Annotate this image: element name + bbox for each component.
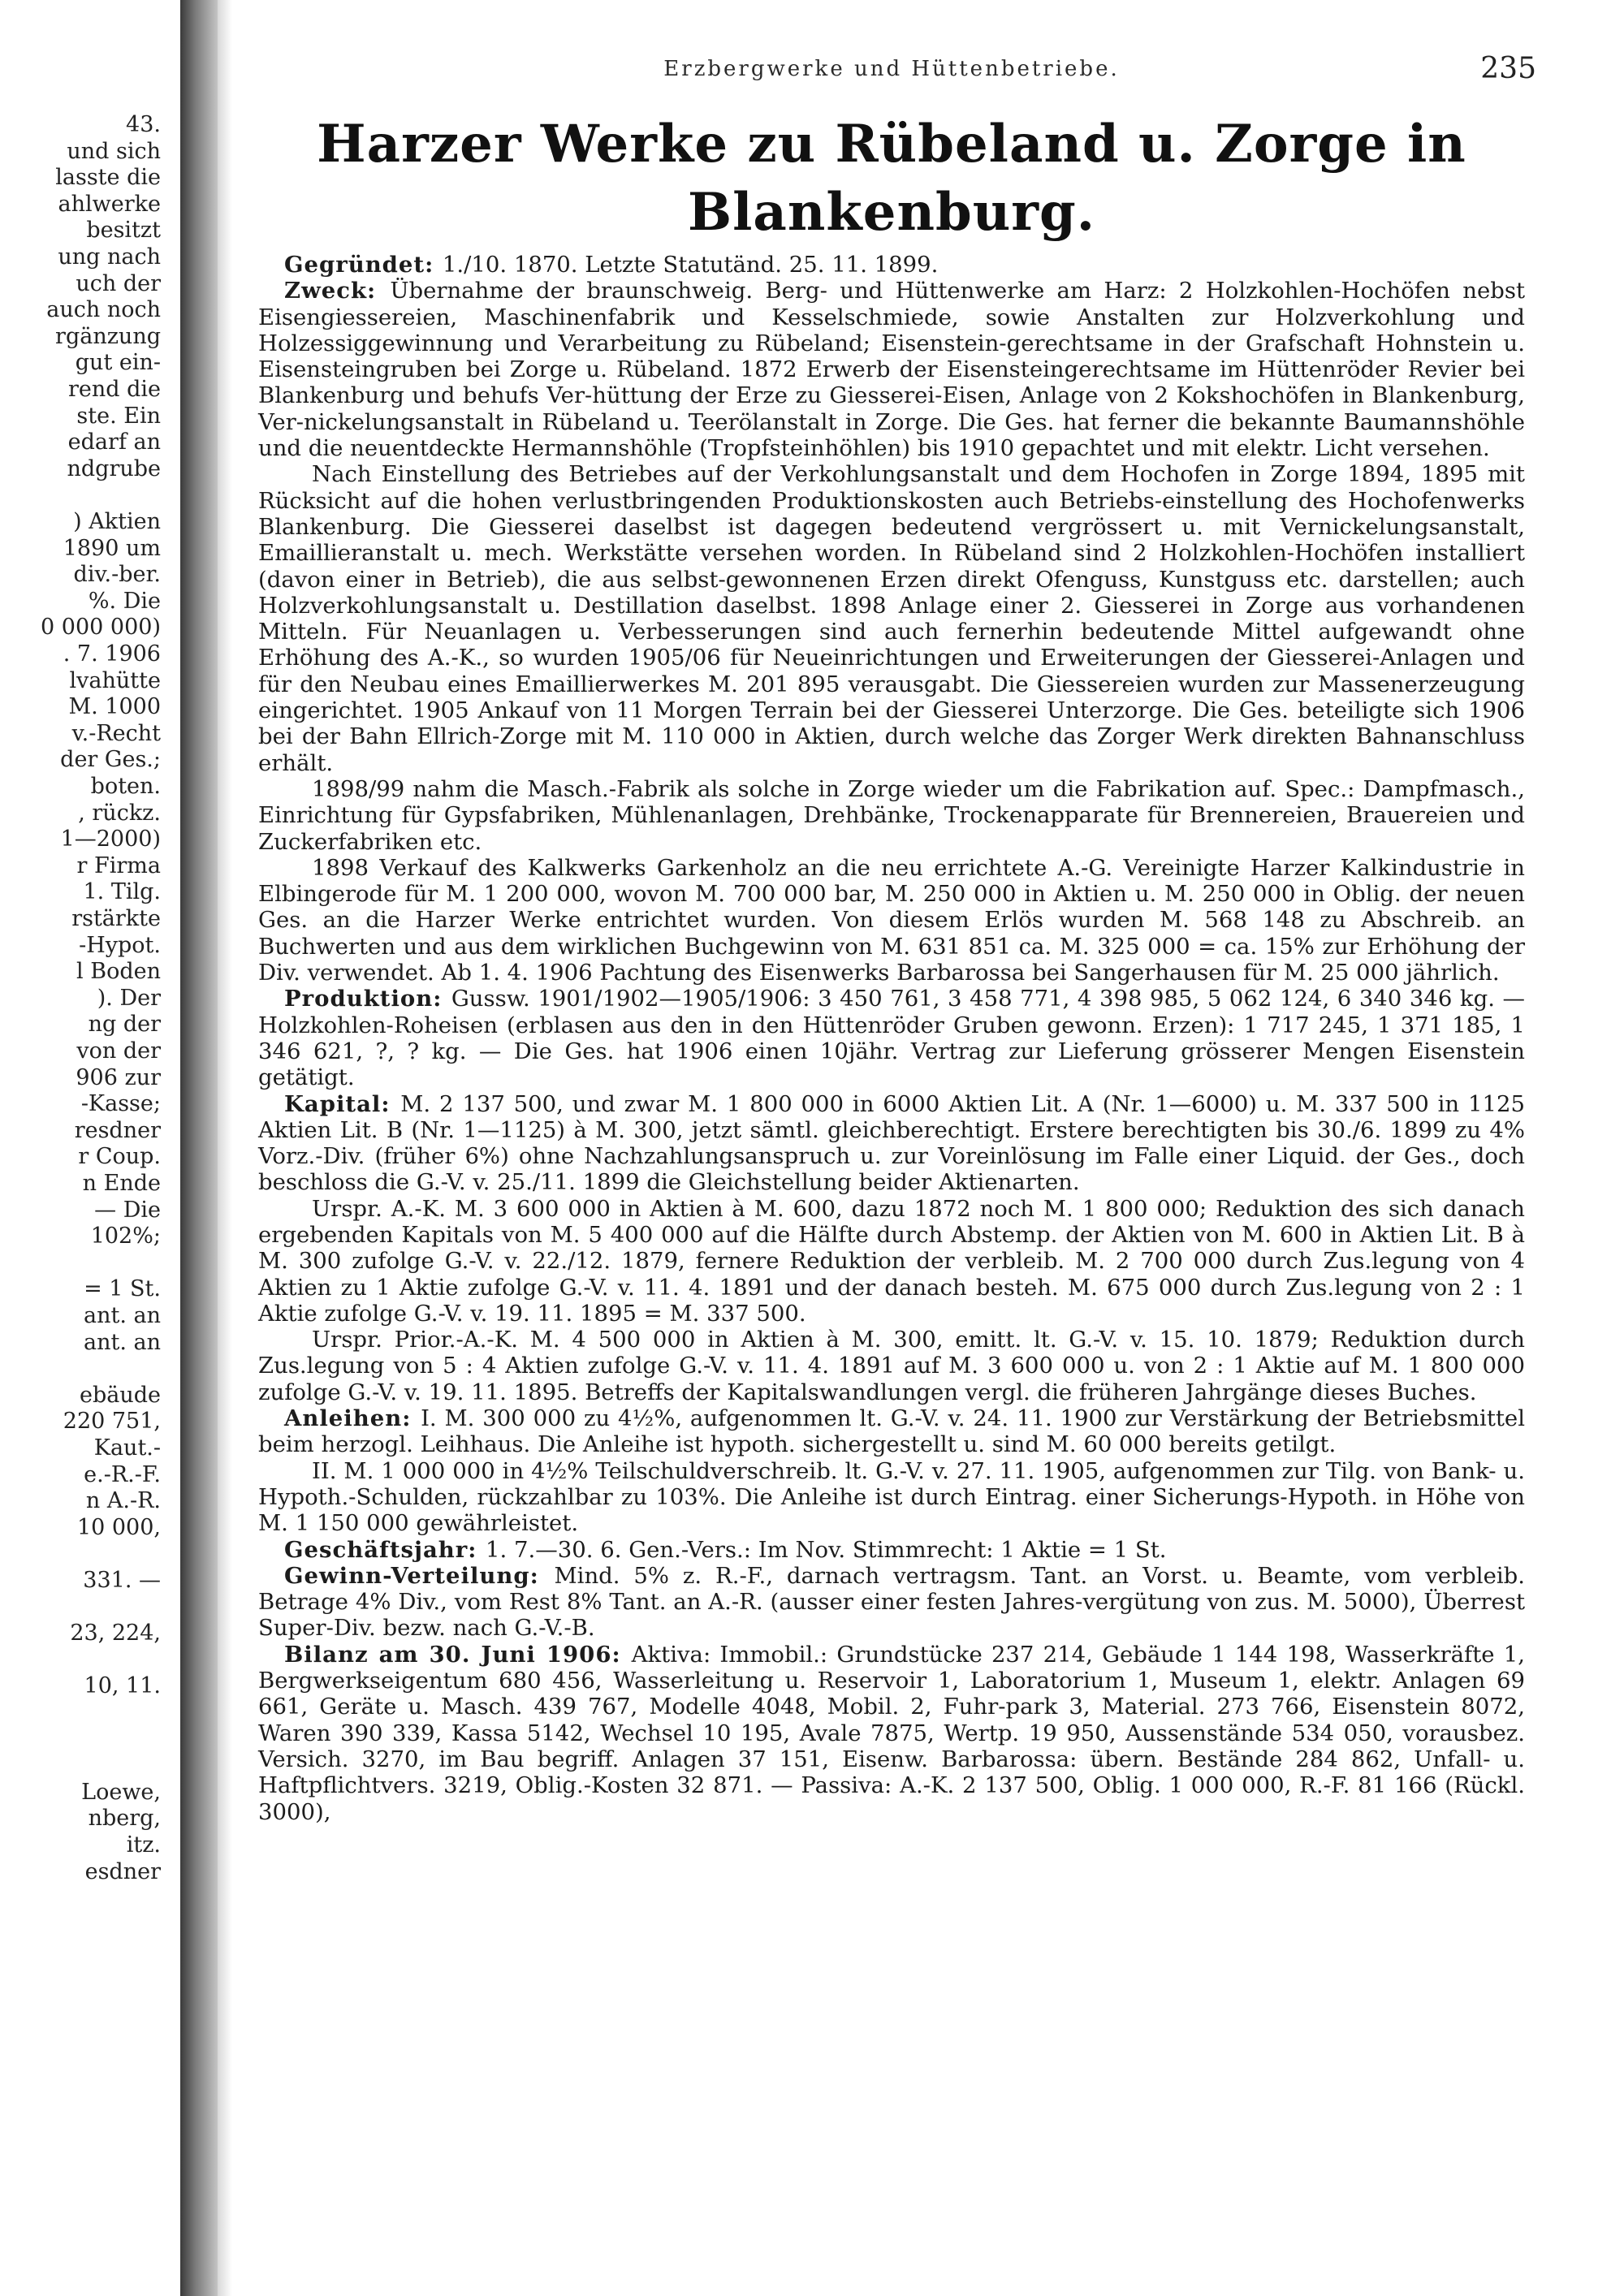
adjacent-page-line: ) Aktien — [73, 509, 161, 534]
section-text: 1./10. 1870. Letzte Statutänd. 25. 11. 1899. — [442, 252, 939, 278]
section-label: Bilanz am 30. Juni 1906: — [284, 1641, 632, 1668]
adjacent-page-line: . 7. 1906 — [63, 641, 161, 667]
adjacent-page-line: ). Der — [97, 985, 161, 1011]
adjacent-page-line: -Hypot. — [79, 932, 161, 958]
entry-paragraph — [258, 1537, 1525, 1563]
adjacent-page-line: ng der — [88, 1012, 161, 1038]
section-text: 1898/99 nahm die Masch.-Fabrik als solche in Zorge wieder um die Fabrikation auf. Spec.: Dampfmasch., Einrichtung für Gypsfabriken, Mühlenanlagen, Drehbänke, Trockenapparate für Brennereien, Brauereien und Zuckerfabriken etc. — [258, 775, 1525, 855]
adjacent-page-line: 0 000 000) — [41, 615, 161, 641]
adjacent-page-line: ste. Ein — [76, 403, 161, 429]
entry-paragraph — [258, 1327, 1525, 1405]
adjacent-page-line: besitzt — [86, 218, 161, 244]
section-text: M. 2 137 500, und zwar M. 1 800 000 in 6000 Aktien Lit. A (Nr. 1—6000) u. M. 337 500 in 1125 Aktien Lit. B (Nr. 1—1125) à M. 300, jetzt sämtl. gleichberechtigt. Erstere berechtigten bis 30./6. 1899 zu 4% Vorz.-Div. (früher 6%) ohne Nachzahlungsanspruch u. zur Voreinlösung im Falle einer Liquid. der Ges., doch beschloss die G.-V. v. 25./11. 1899 die Gleichstellung beider Aktienarten. — [258, 1090, 1525, 1196]
adjacent-page-line: 43. — [126, 112, 161, 137]
adjacent-page-line: M. 1000 — [68, 694, 161, 720]
page-number: 235 — [1480, 52, 1536, 85]
adjacent-page-line: r Coup. — [78, 1144, 161, 1170]
company-headline: Harzer Werke zu Rübeland u. Zorge in Blankenburg. — [317, 114, 1466, 243]
adjacent-page-line: v.-Recht — [71, 720, 161, 746]
adjacent-page-line: ahlwerke — [58, 191, 161, 217]
adjacent-page-line: 1—2000) — [60, 826, 161, 852]
adjacent-page-line: Loewe, — [81, 1779, 161, 1805]
adjacent-page-line: ant. an — [84, 1303, 161, 1328]
adjacent-page-line: , rückz. — [78, 800, 161, 826]
adjacent-page-line: auch noch — [46, 297, 161, 323]
document-page — [258, 52, 1536, 1825]
section-label: Gegründet: — [284, 252, 443, 278]
adjacent-page-line: lvahütte — [69, 667, 161, 693]
section-text: Urspr. A.-K. M. 3 600 000 in Aktien à M. 600, dazu 1872 noch M. 1 800 000; Reduktion des sich danach ergebenden Kapitals von M. 5 400 000 auf die Hälfte durch Abstemp. der Aktien von M. 600 in Aktien Lit. B à M. 300 zufolge G.-V. v. 22./12. 1879, fernere Reduktion der verbleib. M. 2 700 000 durch Zus.legung von 4 Aktien zu 1 Aktie zufolge G.-V. v. 11. 4. 1891 und der danach besteh. M. 675 000 durch Zus.legung von 2 : 1 Aktie zufolge G.-V. v. 19. 11. 1895 = M. 337 500. — [258, 1195, 1525, 1327]
adjacent-page-line: 1890 um — [63, 535, 161, 561]
entry-paragraph — [258, 855, 1525, 986]
running-header — [258, 52, 1536, 93]
adjacent-page-line: div.-ber. — [73, 562, 161, 588]
entry-paragraph — [258, 278, 1525, 461]
adjacent-page-line: 331. — — [83, 1568, 161, 1593]
adjacent-page-line: der Ges.; — [60, 747, 161, 773]
section-label: Geschäftsjahr: — [284, 1536, 486, 1563]
adjacent-page-line: — Die — [94, 1197, 161, 1223]
adjacent-page-line: esdner — [84, 1858, 161, 1884]
adjacent-page-line: n A.-R. — [85, 1488, 161, 1514]
entry-paragraph — [258, 1563, 1525, 1642]
section-text: Aktiva: Immobil.: Grundstücke 237 214, Gebäude 1 144 198, Wasserkräfte 1, Bergwerkseigentum 680 456, Wasserleitung u. Reservoir 1, Laboratorium 1, Museum 1, elektr. Anlagen 69 661, Geräte u. Masch. 439 767, Modelle 4048, Mobil. 2, Fuhr-park 3, Material. 273 766, Eisenstein 8072, Waren 390 339, Kassa 5142, Wechsel 10 195, Avale 7875, Wertp. 19 950, Aussenstände 534 050, vorausbez. Versich. 3270, im Bau begriff. Anlagen 37 151, Eisenw. Barbarossa: übern. Bestände 284 862, Unfall- u. Haftpflichtvers. 3219, Oblig.-Kosten 32 871. — Passiva: A.-K. 2 137 500, Oblig. 1 000 000, R.-F. 81 166 (Rückl. 3000), — [258, 1641, 1525, 1825]
section-text: Urspr. Prior.-A.-K. M. 4 500 000 in Aktien à M. 300, emitt. lt. G.-V. v. 15. 10. 1879; Reduktion durch Zus.legung von 5 : 4 Aktien zufolge G.-V. v. 11. 4. 1891 auf M. 3 600 000 u. von 2 : 1 Aktie auf M. 1 800 000 zufolge G.-V. v. 19. 11. 1895. Betreffs der Kapitalswandlungen vergl. die früheren Jahrgänge dieses Buches. — [258, 1327, 1525, 1405]
section-text: 1. 7.—30. 6. Gen.-Vers.: Im Nov. Stimmrecht: 1 Aktie = 1 St. — [486, 1536, 1167, 1563]
section-text: Gussw. 1901/1902—1905/1906: 3 450 761, 3 458 771, 4 398 985, 5 062 124, 6 340 346 kg. — Holzkohlen-Roheisen (erblasen aus den in den Hüttenröder Gruben gewonn. Erzen): 1 717 245, 1 371 185, 1 346 621, ?, ? kg. — Die Ges. hat 1906 einen 10jähr. Vertrag zur Lieferung grösserer Mengen Eisenstein getätigt. — [258, 986, 1525, 1091]
adjacent-page-line: resdner — [74, 1117, 161, 1143]
adjacent-page-line: ung nach — [58, 244, 161, 270]
adjacent-page-line: edarf an — [67, 429, 161, 455]
entry-paragraph — [258, 776, 1525, 855]
adjacent-page-line: gut ein- — [75, 350, 161, 376]
adjacent-page-line: -Kasse; — [80, 1091, 161, 1117]
section-label: Produktion: — [284, 986, 451, 1012]
adjacent-page-line: lasste die — [55, 165, 161, 191]
section-label: Kapital: — [284, 1090, 401, 1117]
entry-paragraph — [258, 252, 1525, 278]
adjacent-page-line: nberg, — [88, 1806, 161, 1832]
adjacent-page-line: rend die — [67, 377, 161, 402]
section-text: Übernahme der braunschweig. Berg- und Hüttenwerke am Harz: 2 Holzkohlen-Hochöfen nebst Eisengiessereien, Maschinenfabrik und Kesselschmiede, sowie Anstalten zur Holzverkohlung und Holzessiggewinnung und Verarbeitung zu Rübeland; Eisenstein-gerechtsame in der Grafschaft Hohnstein u. Eisensteingruben bei Zorge u. Rübeland. 1872 Erwerb der Eisensteingerechtsame im Hüttenröder Revier bei Blankenburg und behufs Ver-hüttung der Erze zu Giesserei-Eisen, Anlage von 2 Kokshochöfen in Blankenburg, Ver-nickelungsanstalt in Rübeland u. Teerölanstalt in Zorge. Die Ges. hat ferner die bekannte Baumannshöhle und die neuentdeckte Hermannshöhle (Tropfsteinhöhlen) bis 1910 gepachtet und mit elektr. Licht versehen. — [258, 278, 1525, 462]
adjacent-page-line: n Ende — [82, 1171, 161, 1196]
adjacent-page-line: r Firma — [76, 852, 161, 878]
company-entry-body — [258, 252, 1525, 1825]
adjacent-page-line: 102%; — [90, 1224, 161, 1249]
section-text: Mind. 5% z. R.-F., darnach vertragsm. Tant. an Vorst. u. Beamte, vom verbleib. Betrage 4% Div., vom Rest 8% Tant. an A.-R. (ausser einer festen Jahres-vergütung von zus. M. 5000), Überrest Super-Div. bezw. nach G.-V.-B. — [258, 1562, 1525, 1642]
adjacent-page-line: rstärkte — [71, 906, 161, 931]
entry-paragraph — [258, 1642, 1525, 1825]
adjacent-page-line: uch der — [76, 270, 161, 296]
adjacent-page-line: ndgrube — [67, 455, 161, 481]
entry-paragraph — [258, 461, 1525, 776]
adjacent-page-line: 23, 224, — [70, 1621, 161, 1646]
adjacent-page-line: e.-R.-F. — [84, 1461, 161, 1487]
page-edge-shadow — [218, 0, 232, 2296]
adjacent-page-line: ebäude — [79, 1382, 161, 1408]
entry-paragraph — [258, 1091, 1525, 1196]
section-label: Anleihen: — [284, 1405, 421, 1432]
running-head-title: Erzbergwerke und Hüttenbetriebe. — [663, 57, 1120, 81]
adjacent-page-column — [0, 0, 179, 2296]
adjacent-page-line: 220 751, — [63, 1409, 161, 1435]
adjacent-page-line: boten. — [90, 774, 161, 799]
section-text: 1898 Verkauf des Kalkwerks Garkenholz an die neu errichtete A.-G. Vereinigte Harzer Kalkindustrie in Elbingerode für M. 1 200 000, wovon M. 700 000 bar, M. 250 000 in Aktien u. M. 250 000 in Oblig. der neuen Ges. an die Harzer Werke entrichtet wurden. Von diesem Erlös wurden M. 568 148 zu Abschreib. an Buchwerten und aus dem wirklichen Buchgewinn von M. 631 851 ca. M. 325 000 = ca. 15% zur Erhöhung der Div. verwendet. Ab 1. 4. 1906 Pachtung des Eisenwerks Barbarossa bei Sangerhausen für M. 25 000 jährlich. — [258, 854, 1525, 986]
entry-paragraph — [258, 1196, 1525, 1327]
adjacent-page-line: itz. — [126, 1832, 161, 1858]
adjacent-page-line: von der — [76, 1038, 161, 1064]
adjacent-page-line: = 1 St. — [84, 1276, 161, 1302]
section-text: Nach Einstellung des Betriebes auf der Verkohlungsanstalt und dem Hochofen in Zorge 1894, 1895 mit Rücksicht auf die hohen verlustbringenden Produktionskosten auch Betriebs-einstellung des Hochofenwerks Blankenburg. Die Giesserei daselbst ist dagegen bedeutend vergrössert u. mit Vernickelungsanstalt, Emaillieranstalt u. mech. Werkstätte versehen worden. In Rübeland sind 2 Holzkohlen-Hochöfen installiert (davon einer in Betrieb), die aus selbst-gewonnenen Erzen direkt Ofenguss, Kunstguss etc. darstellen; auch Holzverkohlungsanstalt u. Destillation daselbst. 1898 Anlage einer 2. Giesserei in Zorge aus vorhandenen Mitteln. Für Neuanlagen u. Verbesserungen sind auch fernerhin bedeutende Mittel aufgewandt ohne Erhöhung des A.-K., so wurden 1905/06 für Neueinrichtungen und Erweiterungen der Giesserei-Anlagen und für den Neubau eines Emaillierwerkes M. 201 895 verausgabt. Die Giessereien wurden zur Massenerzeugung eingerichtet. 1905 Ankauf von 11 Morgen Terrain bei der Giesserei Unterzorge. Die Ges. beteiligte sich 1906 bei der Bahn Ellrich-Zorge mit M. 110 000 in Aktien, durch welche das Zorger Werk direkten Bahnanschluss erhält. — [258, 461, 1525, 776]
entry-paragraph — [258, 986, 1525, 1090]
entry-paragraph — [258, 1458, 1525, 1537]
adjacent-page-line: 1. Tilg. — [83, 879, 161, 905]
adjacent-page-line: %. Die — [88, 588, 161, 614]
section-label: Zweck: — [284, 278, 391, 304]
entry-paragraph — [258, 1405, 1525, 1458]
adjacent-page-line: 10, 11. — [84, 1673, 161, 1699]
section-text: II. M. 1 000 000 in 4½% Teilschuldverschreib. lt. G.-V. v. 27. 11. 1905, aufgenommen zur Tilg. von Bank- u. Hypoth.-Schulden, rückzahlbar zu 103%. Die Anleihe ist durch Eintrag. einer Sicherungs-Hypoth. in Höhe von M. 1 150 000 gewährleistet. — [258, 1457, 1525, 1537]
adjacent-page-line: 10 000, — [76, 1514, 161, 1540]
section-text: I. M. 300 000 zu 4½%, aufgenommen lt. G.-V. v. 24. 11. 1900 zur Verstärkung der Betriebsmittel beim herzogl. Leihhaus. Die Anleihe ist hypoth. sichergestellt u. sind M. 60 000 bereits getilgt. — [258, 1405, 1525, 1458]
adjacent-page-line: rgänzung — [55, 323, 161, 349]
adjacent-page-line: 906 zur — [76, 1064, 161, 1090]
adjacent-page-line: und sich — [67, 138, 161, 164]
adjacent-page-line: ant. an — [84, 1329, 161, 1355]
adjacent-page-line: l Boden — [76, 959, 161, 985]
adjacent-page-line: Kaut.- — [93, 1435, 161, 1461]
book-gutter — [180, 0, 218, 2296]
section-label: Gewinn-Verteilung: — [284, 1562, 555, 1589]
